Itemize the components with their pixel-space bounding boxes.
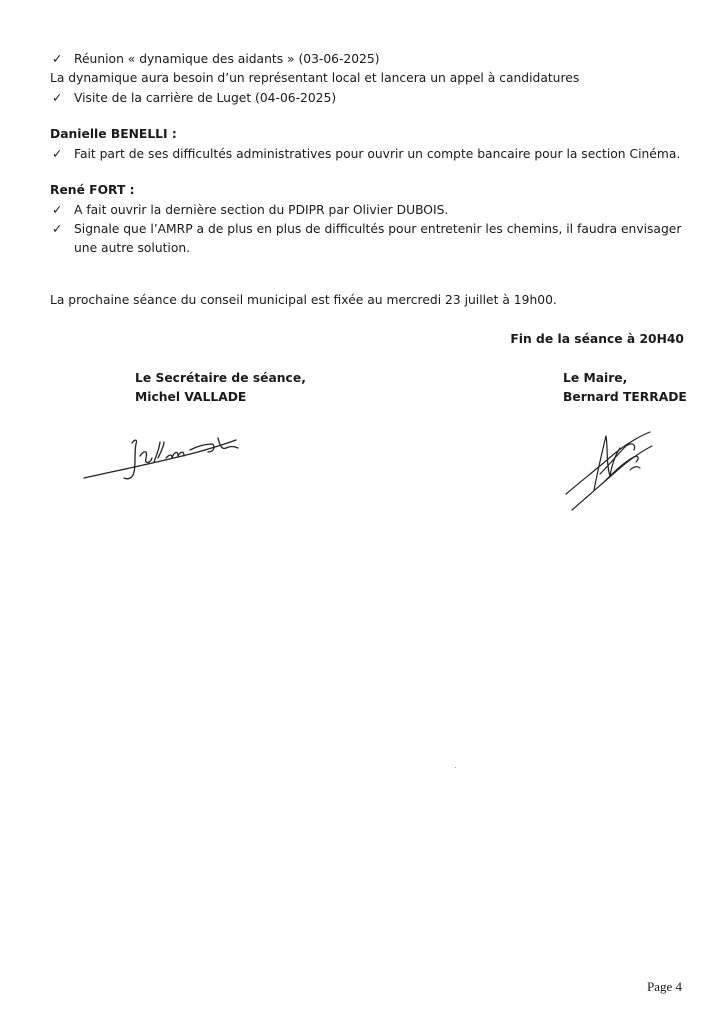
section-heading: René FORT :	[50, 183, 135, 197]
checkmark-icon: ✓	[52, 52, 63, 66]
list-item	[52, 221, 681, 237]
section-heading: Danielle BENELLI :	[50, 127, 177, 141]
list-item	[52, 51, 380, 67]
list-item	[52, 146, 680, 162]
mayor-role: Le Maire,	[563, 371, 628, 385]
mayor-signature	[560, 424, 660, 516]
speck	[455, 767, 456, 768]
checkmark-icon: ✓	[52, 147, 63, 161]
next-session-text: La prochaine séance du conseil municipal est fixée au mercredi 23 juillet à 19h00.	[50, 293, 557, 307]
list-item	[52, 90, 336, 106]
paragraph: La dynamique aura besoin d’un représentant local et lancera un appel à candidatures	[50, 71, 580, 85]
checkmark-icon: ✓	[52, 91, 63, 105]
end-of-session: Fin de la séance à 20H40	[510, 332, 684, 346]
list-item-continuation: une autre solution.	[74, 241, 191, 255]
list-item	[52, 202, 448, 218]
page-number: Page 4	[646, 979, 682, 994]
secretary-signature	[80, 428, 250, 498]
list-item-text: Signale que l’AMRP a de plus en plus de difficultés pour entretenir les chemins, il faudra envisager	[74, 222, 682, 236]
list-item-text: Fait part de ses difficultés administratives pour ouvrir un compte bancaire pour la section Cinéma.	[74, 147, 681, 161]
list-item-text: Réunion « dynamique des aidants » (03-06-2025)	[74, 52, 380, 66]
checkmark-icon: ✓	[52, 222, 63, 236]
secretary-name: Michel VALLADE	[135, 390, 247, 404]
list-item-text: Visite de la carrière de Luget (04-06-2025)	[74, 91, 337, 105]
list-item-text: A fait ouvrir la dernière section du PDIPR par Olivier DUBOIS.	[74, 203, 449, 217]
checkmark-icon: ✓	[52, 203, 63, 217]
mayor-name: Bernard TERRADE	[563, 390, 687, 404]
secretary-role: Le Secrétaire de séance,	[135, 371, 306, 385]
